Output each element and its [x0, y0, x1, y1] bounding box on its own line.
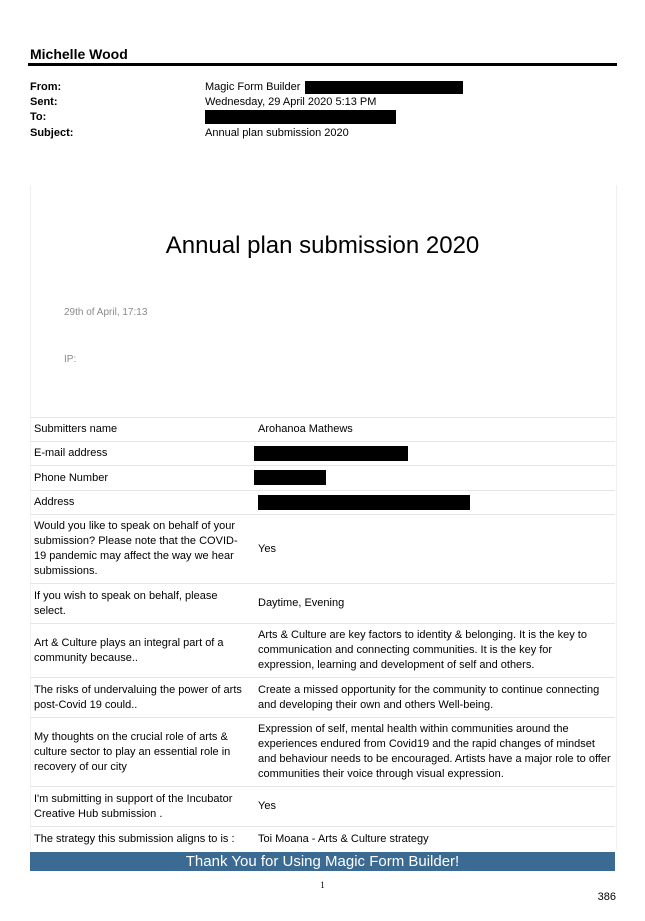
field-label: My thoughts on the crucial role of arts & culture sector to play an essential role in recovery of our city — [30, 718, 250, 787]
to-value — [205, 110, 396, 124]
field-label: E-mail address — [30, 442, 250, 466]
redacted-email — [254, 446, 408, 461]
field-value — [250, 491, 615, 515]
submission-date: 29th of April, 17:13 — [64, 307, 148, 318]
field-value: Arts & Culture are key factors to identity & belonging. It is the key to communication and connecting communities. It is the key for expression, learning and development of self and others. — [250, 624, 615, 678]
field-label: If you wish to speak on behalf, please select. — [30, 584, 250, 624]
sent-label: Sent: — [30, 96, 58, 108]
field-label: Phone Number — [30, 466, 250, 491]
field-label: The strategy this submission aligns to is : — [30, 827, 250, 852]
field-label: Art & Culture plays an integral part of a community because.. — [30, 624, 250, 678]
subject-label: Subject: — [30, 127, 74, 139]
form-title: Annual plan submission 2020 — [165, 232, 480, 259]
field-value: Expression of self, mental health within communities around the experiences endured from Covid19 and the rapid changes of mindset and behaviour needs to be encouraged. Artists have a major role to offer communities their voice through visual expression. — [250, 718, 615, 787]
redacted-address — [258, 495, 470, 510]
redacted-email-address — [305, 81, 463, 94]
table-row — [30, 418, 615, 442]
email-owner-name: Michelle Wood — [30, 46, 128, 62]
table-row — [30, 827, 615, 852]
field-label: I'm submitting in support of the Incubator Creative Hub submission . — [30, 787, 250, 827]
table-row — [30, 718, 615, 787]
field-value: Yes — [250, 787, 615, 827]
to-label: To: — [30, 111, 47, 123]
redacted-phone — [254, 470, 326, 485]
submission-table — [30, 417, 615, 852]
table-row — [30, 466, 615, 491]
field-value: Toi Moana - Arts & Culture strategy — [250, 827, 615, 852]
from-label: From: — [30, 81, 62, 93]
table-row — [30, 491, 615, 515]
field-value: Create a missed opportunity for the community to continue connecting and developing their own and others Well-being. — [250, 678, 615, 718]
from-value — [205, 80, 463, 94]
field-label: Address — [30, 491, 250, 515]
from-sender: Magic Form Builder — [205, 81, 301, 93]
field-value: Arohanoa Mathews — [250, 418, 615, 442]
field-value — [250, 466, 615, 491]
document-reference-number: 386 — [597, 891, 616, 903]
table-row — [30, 515, 615, 584]
table-row — [30, 678, 615, 718]
subject-value: Annual plan submission 2020 — [205, 127, 349, 139]
field-value: Daytime, Evening — [250, 584, 615, 624]
field-value: Yes — [250, 515, 615, 584]
table-row — [30, 624, 615, 678]
field-value — [250, 442, 615, 466]
ip-label: IP: — [64, 354, 77, 365]
page-number: 1 — [320, 880, 325, 890]
table-row — [30, 787, 615, 827]
header-rule — [28, 63, 617, 66]
field-label: Would you like to speak on behalf of your submission? Please note that the COVID-19 pandemic may affect the way we hear submissions. — [30, 515, 250, 584]
table-row — [30, 584, 615, 624]
field-label: Submitters name — [30, 418, 250, 442]
table-row — [30, 442, 615, 466]
redacted-recipient — [205, 110, 396, 124]
form-footer-banner: Thank You for Using Magic Form Builder! — [30, 852, 615, 871]
field-label: The risks of undervaluing the power of arts post-Covid 19 could.. — [30, 678, 250, 718]
sent-value: Wednesday, 29 April 2020 5:13 PM — [205, 96, 377, 108]
